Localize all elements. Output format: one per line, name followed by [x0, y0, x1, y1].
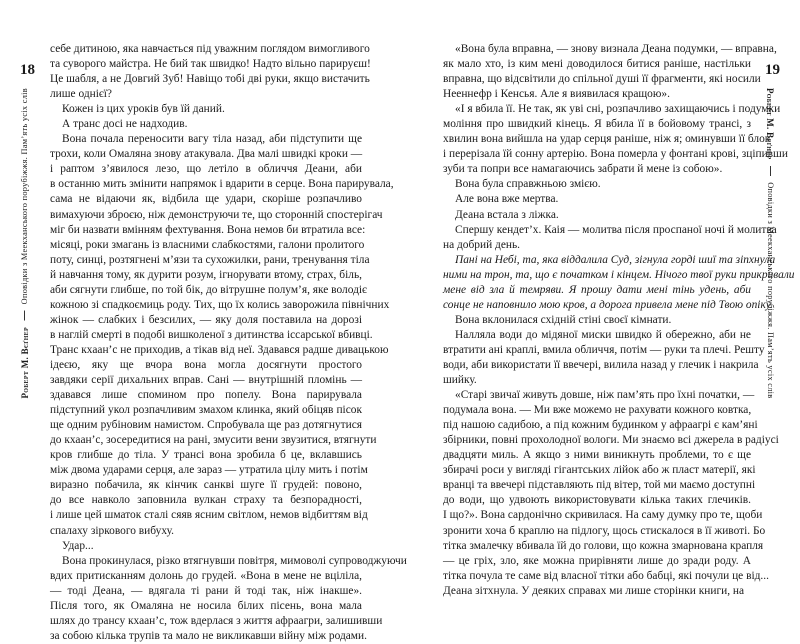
- left-page-text: [50, 42, 407, 644]
- left-page-number: 18: [20, 62, 35, 78]
- text-line: вимахуючи зброєю, ніж демонструючи те, що сторонній спостерігач: [50, 208, 383, 221]
- right-running-head-separator: [770, 166, 771, 176]
- text-line: трохи, коли Омаляна знову атакувала. Два малі швидкі кроки —: [50, 148, 363, 161]
- text-line: ще одним рубіновим намистом. Спробувала ще раз дотягнутися: [50, 419, 362, 432]
- text-line: й навчання тому, як дурити розум, ігнорувати втому, страх, біль,: [50, 268, 362, 281]
- text-line: аби сягнути глибше, по той бік, до вітрушне полум’я, яке володіє: [50, 283, 367, 296]
- text-line: кожною зі спадкоємиць роду. Тих, що їх колись заворожила північних: [50, 298, 390, 311]
- text-line: сонце не наповнило мою кров, а дорога привела мене під Твою опіку.: [443, 298, 773, 311]
- text-line: моління про швидкий кінець. Я вбила її в бойовому трансі, з: [443, 118, 751, 131]
- text-line: до води, що удвоють використовувати кілька таких глечиків.: [443, 494, 751, 507]
- text-line: втратити ані краплі, вмила обличчя, потім — руки та плечі. Решту: [443, 343, 765, 356]
- text-line: тітка змалечку вбивала їй до голови, що кожна змарнована крапля: [443, 539, 764, 552]
- text-line: між двома ударами серця, але зараз — утратила цілу мить і потім: [50, 464, 368, 477]
- text-line: вдих притисканням долонь до грудей. «Вона в мене не вціліла,: [50, 569, 362, 582]
- text-line: подумала вона. — Ми вже можемо не рахувати кожного ковтка,: [443, 404, 752, 417]
- text-line: та суворого майстра. Не бий так швидко! Надто вільно парируєш!: [50, 58, 371, 71]
- text-line: Це шабля, а не Довгий Зуб! Навіщо тобі дві руки, якщо вистачить: [50, 73, 370, 86]
- text-line: Спершу кендет’х. Каія — молитва після проспаної ночі й молитва: [455, 223, 777, 236]
- text-line: Вона вклонилася східній стіні своєї кімнати.: [455, 313, 672, 326]
- right-running-head-title: Оповідки з Меекханського порубіжжя. Пам’ять усіх слів: [766, 182, 775, 399]
- text-line: ідеєю, яку ще вчора вона могла досягнути простого: [50, 358, 362, 371]
- text-line: в наглій смерті в подобі вишколеної з дитинства іссарської вбивці.: [50, 328, 373, 341]
- text-line: місяці, роки змагань із власними слабкостями, галони пролитого: [50, 238, 365, 251]
- text-line: себе дитиною, яка навчається під уважним поглядом вимогливого: [50, 43, 370, 55]
- text-line: І що?». Вона сардонічно скривилася. На саму думку про те, щоби: [443, 509, 763, 522]
- left-running-head-author: Роберт М. Вєґнер: [20, 327, 30, 399]
- text-line: сама не відаючи як, відбила ще удари, скоріше розпачливо: [50, 193, 362, 206]
- text-line: Після того, як Омаляна не носила білих пісень, вона мала: [50, 599, 362, 612]
- text-line: — це гріх, зло, яке можна прирівняти лише до зради роду. А: [443, 554, 751, 567]
- text-line: Вона почала переносити вагу тіла назад, аби підступити ще: [62, 133, 362, 146]
- text-line: Удар...: [62, 539, 94, 552]
- text-line: А транс досі не надходив.: [62, 118, 188, 131]
- text-line: і перерізала їй сонну артерію. Вона померла у фонтані крові, зціпивши: [443, 148, 788, 161]
- right-running-head-author: Роберт М. Вєґнер: [765, 88, 775, 160]
- text-line: «Вона була вправна, — знову визнала Деана подумки, — вправна,: [455, 43, 777, 55]
- text-line: зуби та попри все намагаючись забрати й мене із собою».: [443, 163, 723, 176]
- text-line: як мало хто, із ким мені доводилося битися раніше, настільки: [443, 58, 751, 71]
- text-line: шийку.: [443, 374, 477, 387]
- text-line: на добрий день.: [443, 238, 521, 251]
- text-line: ними на трон, та, що є початком і кінцем. Нічого твої руки прикривали: [443, 268, 795, 281]
- text-line: до все навколо заповнила вулкан страху та безпорадності,: [50, 494, 362, 507]
- text-line: і раптом з’явилося лезо, що летіло в обличчя Деани, аби: [50, 163, 362, 176]
- text-line: до кхаан’с, зосередитися на рані, змусити вени звузитися, втягнути: [50, 434, 377, 447]
- text-line: Кожен із цих уроків був їй даний.: [62, 103, 225, 116]
- text-line: Вона була справжньою змією.: [455, 178, 601, 191]
- text-line: — тоді Деана, — вдягала ті рани й тоді так, ніж інакше».: [50, 584, 362, 597]
- left-running-head-separator: [25, 311, 26, 321]
- text-line: під нашою садибою, а під кожним будинком у афраагрі є кам’яні: [443, 419, 758, 432]
- right-page-number: 19: [765, 62, 780, 78]
- text-line: в останню мить змінити напрямок і вдарити в серце. Вона парирувала,: [50, 178, 394, 191]
- text-line: жінок — слабких і безсилих, — яку доля поставила на дорозі: [50, 313, 362, 326]
- text-line: збирачі роси у вигляді гігантських лійок або ж пласт матерії, які: [443, 464, 756, 477]
- text-line: тітка почула те саме від власної тітки або бабці, які почули це від...: [443, 569, 769, 582]
- text-line: лише однієї?: [50, 88, 112, 101]
- text-line: за собою кілька трупів та мало не викликавши війну між родами.: [50, 629, 367, 642]
- text-line: Транс кхаан’с не приходив, а тікав від неї. Здавався радше дивацькою: [50, 343, 389, 356]
- text-line: Деана зітхнула. У деяких справах ми лише сторінки книги, на: [443, 584, 745, 597]
- text-line: вранці та ввечері підставляють під вітер, той ми маємо доступні: [443, 479, 756, 492]
- text-line: і лише цей шматок сталі сяяв ясним світлом, немов відбиттям від: [50, 509, 368, 522]
- left-running-head: [20, 88, 30, 399]
- text-line: міг би назвати вмінням фехтування. Вона немов би втратила все:: [50, 223, 366, 236]
- text-line: Але вона вже мертва.: [455, 193, 559, 206]
- text-line: води, аби використати її ввечері, вилила назад у глечик і накрила: [443, 358, 759, 371]
- text-line: мене від зла й темряви. Я прошу дати мені тінь удень, аби: [443, 283, 751, 296]
- text-line: Налляла води до мідяної миски швидко й обережно, аби не: [455, 328, 751, 341]
- left-running-head-title: Оповідки з Меекханського порубіжжя. Пам’ять усіх слів: [20, 88, 29, 305]
- text-line: збірники, повні прохолодної вологи. Ми знаємо всі джерела в радіусі: [443, 434, 779, 447]
- text-line: двадцяти миль. А якщо з ними виникнуть проблеми, то є ще: [443, 449, 751, 462]
- text-line: завдяки серії дихальних вправ. Сані — внутрішній пломінь —: [50, 374, 362, 387]
- text-line: Вона прокинулася, різко втягнувши повітря, мимоволі супроводжуючи: [62, 554, 407, 567]
- text-line: зронити хоча б краплю на підлогу, щось стискалося в її животі. Бо: [443, 524, 766, 537]
- text-line: шлях до трансу кхаан’с, тож вдерлася з життя афраагри, залишивши: [50, 614, 383, 627]
- text-line: «Старі звичаї живуть довше, ніж пам’ять про їхні початки, —: [455, 389, 755, 402]
- text-line: хвилин вона вийшла на удар серця раніше, ніж я; оминувши її блок: [443, 133, 771, 146]
- text-line: кров глибше до тіла. У трансі вона зробила б це, вклавшись: [50, 449, 362, 462]
- text-line: Нееннефр і Кенсья. Але я виявилася кращою».: [443, 88, 670, 101]
- text-line: виразно побачила, як кінчик санкві шуге її грудей: повоно,: [50, 479, 362, 492]
- text-line: здавався лише спомином про попелу. Вона парирувала: [50, 389, 362, 402]
- text-line: вправна, що відсвітили до спільної душі її фрагменти, які носили: [443, 73, 761, 86]
- text-line: підступний укол розпачливим змахом клинка, який обіцяв пісок: [50, 404, 362, 417]
- text-line: «І я вбила її. Не так, як уві сні, розпачливо захищаючись і подумки: [455, 103, 781, 116]
- text-line: поту, синці, розтягнені м’язи та сухожилки, рани, тренування тіла: [50, 253, 370, 266]
- text-line: Пані на Небі, та, яка віддалила Суд, зігнула горді шиї та зіпхнула: [455, 253, 776, 266]
- text-line: спалаху зіркового вибуху.: [50, 524, 174, 537]
- text-line: Деана встала з ліжка.: [455, 208, 559, 221]
